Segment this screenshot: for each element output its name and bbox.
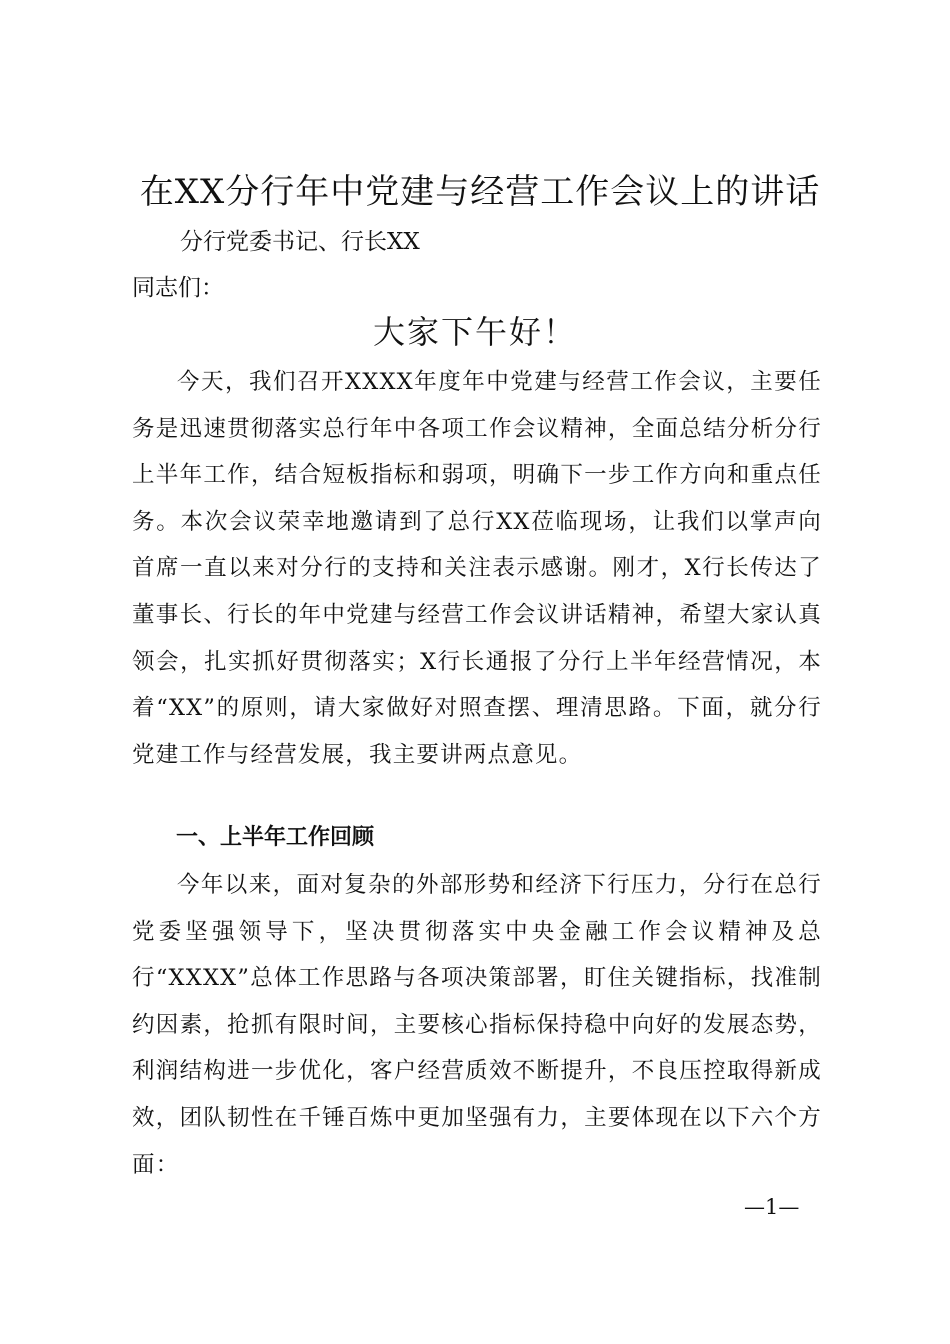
document-title: 在XX分行年中党建与经营工作会议上的讲话 (139, 172, 821, 212)
speaker-line: 分行党委书记、行长XX (180, 229, 420, 255)
body-paragraph-2: 今年以来，面对复杂的外部形势和经济下行压力，分行在总行党委坚强领导下，坚决贯彻落实中央金融工作会议精神及总行“XXXX”总体工作思路与各项决策部署，盯住关键指标，找准制约因素，抢抓有限时间，主要核心指标保持稳中向好的发展态势，利润结构进一步优化，客户经营质效不断提升，不良压控取得新成效，团队韧性在千锤百炼中更加坚强有力，主要体现在以下六个方面： (132, 872, 822, 1178)
body-paragraph-1: 今天，我们召开XXXX年度年中党建与经营工作会议，主要任务是迅速贯彻落实总行年中各项工作会议精神，全面总结分析分行上半年工作，结合短板指标和弱项，明确下一步工作方向和重点任务。本次会议荣幸地邀请到了总行XX莅临现场，让我们以掌声向首席一直以来对分行的支持和关注表示感谢。刚才，X行长传达了董事长、行长的年中党建与经营工作会议讲话精神，希望大家认真领会，扎实抓好贯彻落实；X行长通报了分行上半年经营情况，本着“XX”的原则，请大家做好对照查摆、理清思路。下面，就分行党建工作与经营发展，我主要讲两点意见。 (132, 369, 822, 768)
section-heading: 一、上半年工作回顾 (176, 825, 375, 850)
salutation: 同志们： (132, 275, 224, 301)
greeting: 大家下午好！ (372, 313, 577, 351)
page-number: —1— (744, 1195, 800, 1219)
